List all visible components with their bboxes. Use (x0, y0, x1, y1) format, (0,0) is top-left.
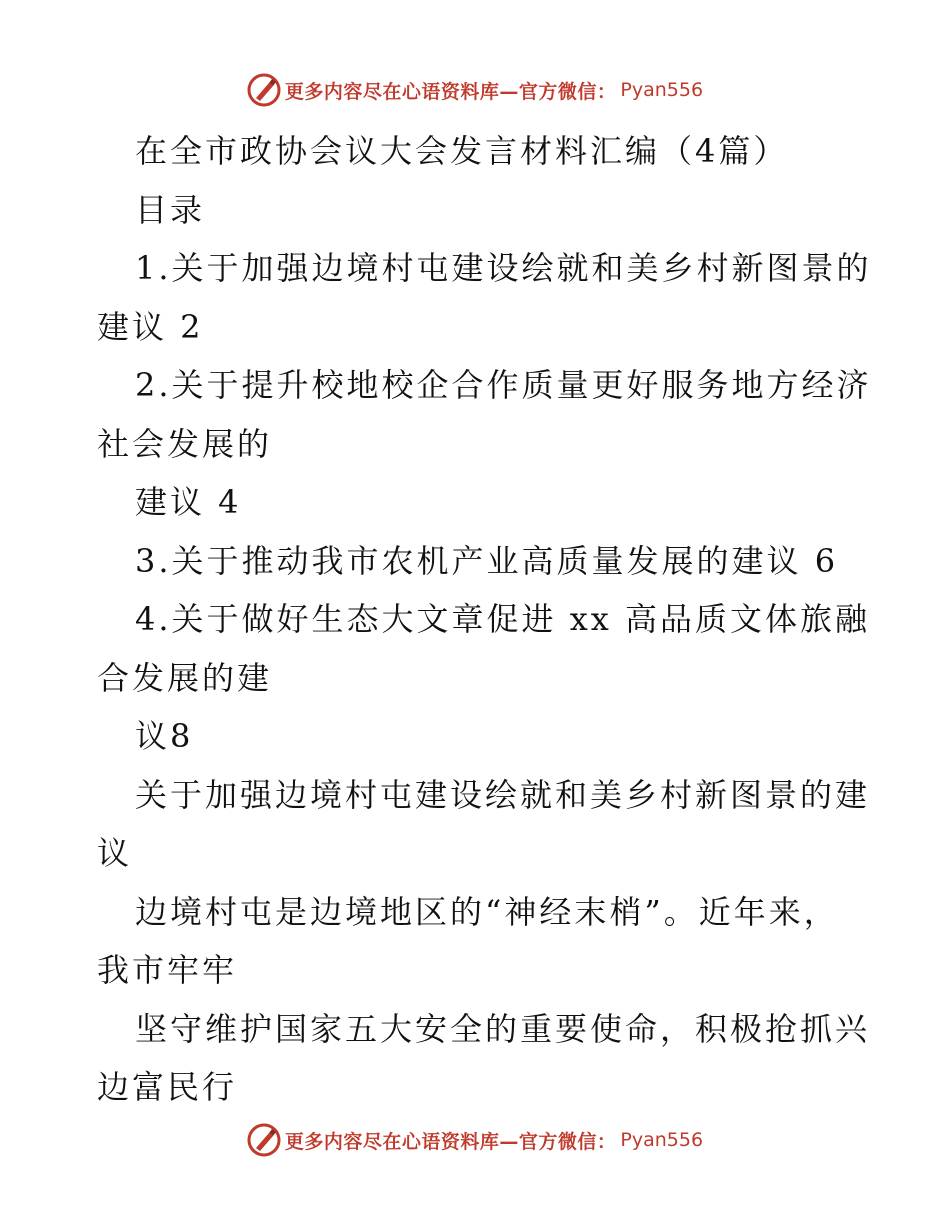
toc-item-3: 3.关于推动我市农机产业高质量发展的建议 6 (135, 541, 839, 580)
paragraph-line: 坚守维护国家五大安全的重要使命，积极抢抓兴 (135, 1009, 871, 1048)
paragraph-line: 我市牢牢 (97, 951, 238, 989)
paragraph-line: 边富民行 (97, 1068, 238, 1106)
document-title: 在全市政协会议大会发言材料汇编（4篇） (135, 132, 789, 170)
toc-item-2: 2.关于提升校地校企合作质量更好服务地方经济 (135, 366, 872, 404)
toc-item-1-cont: 建议 2 (97, 307, 204, 346)
pen-logo-icon (247, 1123, 281, 1157)
watermark-text: 更多内容尽在心语资料库—官方微信： (284, 80, 617, 103)
watermark-handle: Pyan556 (620, 79, 704, 101)
header-watermark-banner (0, 70, 950, 110)
toc-item-1: 1.关于加强边境村屯建设绘就和美乡村新图景的 (135, 249, 872, 287)
toc-heading: 目录 (135, 190, 206, 229)
toc-item-2-cont2: 建议 4 (135, 483, 242, 521)
toc-item-4-cont: 合发展的建 (97, 658, 273, 697)
paragraph-line: 边境村屯是边境地区的“神经末梢”。近年来， (135, 892, 839, 931)
toc-item-4: 4.关于做好生态大文章促进 xx 高品质文体旅融 (135, 600, 870, 638)
section-heading: 关于加强边境村屯建设绘就和美乡村新图景的建 (135, 775, 871, 814)
footer-watermark-banner (0, 1120, 950, 1160)
watermark-text: 更多内容尽在心语资料库—官方微信： (284, 1130, 617, 1153)
toc-item-4-cont2: 议8 (135, 717, 194, 755)
toc-item-2-cont: 社会发展的 (97, 424, 273, 463)
document-body (97, 122, 872, 1117)
pen-logo-icon (247, 73, 281, 107)
watermark-handle: Pyan556 (620, 1129, 704, 1151)
section-heading-cont: 议 (97, 834, 133, 872)
